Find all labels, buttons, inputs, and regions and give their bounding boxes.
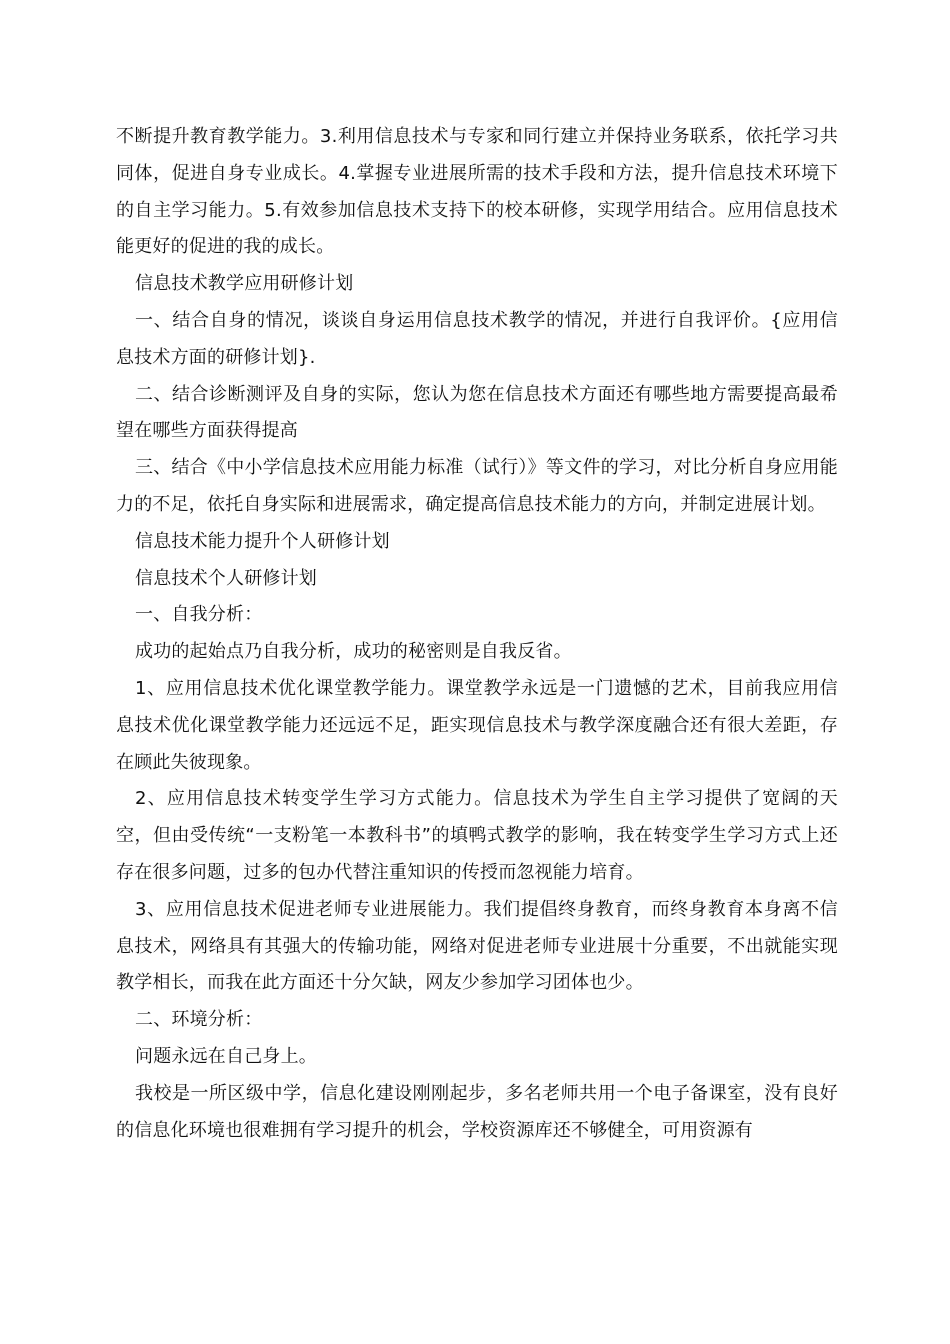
paragraph-item-3: 三、结合《中小学信息技术应用能力标准（试行）》等文件的学习，对比分析自身应用能力的不足，依托自身实际和进展需求，确定提高信息技术能力的方向，并制定进展计划。 bbox=[116, 457, 838, 515]
paragraph-self-analysis-intro: 成功的起始点乃自我分析，成功的秘密则是自我反省。 bbox=[135, 641, 572, 663]
paragraph-self-analysis-2: 2、应用信息技术转变学生学习方式能力。信息技术为学生自主学习提供了宽阔的天空，但由受传统“一支粉笔一本教科书”的填鸭式教学的影响，我在转变学生学习方式上还存在很多问题，过多的包办代替注重知识的传授而忽视能力培育。 bbox=[116, 788, 838, 883]
paragraph-title-personal-plan: 信息技术个人研修计划 bbox=[135, 567, 317, 589]
document-body bbox=[116, 119, 838, 1149]
paragraph-title-ability-plan: 信息技术能力提升个人研修计划 bbox=[135, 530, 390, 552]
paragraph-title-teaching-plan: 信息技术教学应用研修计划 bbox=[135, 273, 354, 295]
section-heading-self-analysis: 一、自我分析： bbox=[135, 604, 263, 626]
paragraph-continuation: 不断提升教育教学能力。3.利用信息技术与专家和同行建立并保持业务联系，依托学习共同体，促进自身专业成长。4.掌握专业进展所需的技术手段和方法，提升信息技术环境下的自主学习能力。5.有效参加信息技术支持下的校本研修，实现学用结合。应用信息技术能更好的促进的我的成长。 bbox=[116, 126, 838, 258]
paragraph-item-2: 二、结合诊断测评及自身的实际，您认为您在信息技术方面还有哪些地方需要提高最希望在哪些方面获得提高 bbox=[116, 383, 838, 442]
section-heading-env-analysis: 二、环境分析： bbox=[135, 1009, 263, 1031]
paragraph-env-analysis-intro: 问题永远在自己身上。 bbox=[135, 1045, 317, 1067]
paragraph-env-analysis-1: 我校是一所区级中学，信息化建设刚刚起步，多名老师共用一个电子备课室，没有良好的信息化环境也很难拥有学习提升的机会，学校资源库还不够健全，可用资源有 bbox=[116, 1082, 838, 1141]
paragraph-self-analysis-1: 1、应用信息技术优化课堂教学能力。课堂教学永远是一门遗憾的艺术，目前我应用信息技术优化课堂教学能力还远远不足，距实现信息技术与教学深度融合还有很大差距，存在顾此失彼现象。 bbox=[116, 677, 838, 773]
paragraph-item-1: 一、结合自身的情况，谈谈自身运用信息技术教学的情况，并进行自我评价。{应用信息技术方面的研修计划}. bbox=[116, 309, 838, 368]
paragraph-self-analysis-3: 3、应用信息技术促进老师专业进展能力。我们提倡终身教育，而终身教育本身离不信息技术，网络具有其强大的传输功能，网络对促进老师专业进展十分重要，不出就能实现教学相长，而我在此方面还十分欠缺，网友少参加学习团体也少。 bbox=[116, 898, 838, 994]
